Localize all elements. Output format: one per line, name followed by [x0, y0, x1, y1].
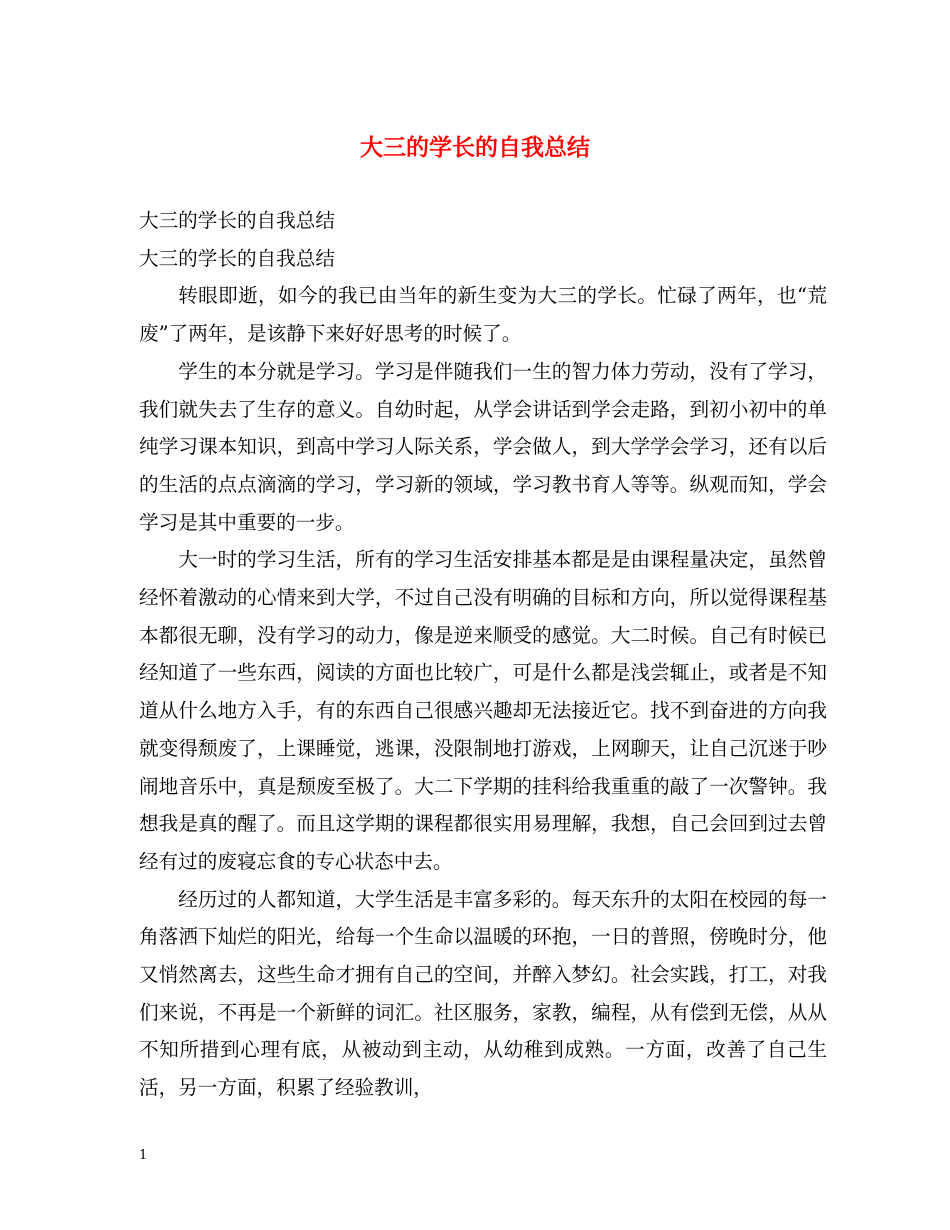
document-body [139, 202, 827, 1107]
paragraph: 学生的本分就是学习。学习是伴随我们一生的智力体力劳动，没有了学习，我们就失去了生存的意义。自幼时起，从学会讲话到学会走路，到初小初中的单纯学习课本知识，到高中学习人际关系，学会做人，到大学学会学习，还有以后的生活的点点滴滴的学习，学习新的领域，学习教书育人等等。纵观而知，学会学习是其中重要的一步。 [139, 359, 827, 534]
paragraph: 经历过的人都知道，大学生活是丰富多彩的。每天东升的太阳在校园的每一角落洒下灿烂的阳光，给每一个生命以温暖的环抱，一日的普照，傍晚时分，他又悄然离去，这些生命才拥有自己的空间，并醉入梦幻。社会实践，打工，对我们来说，不再是一个新鲜的词汇。社区服务，家教，编程，从有偿到无偿，从从不知所措到心理有底，从被动到主动，从幼稚到成熟。一方面，改善了自己生活，另一方面，积累了经验教训， [139, 887, 827, 1100]
document-title: 大三的学长的自我总结 [360, 135, 590, 161]
page-number: 1 [139, 1148, 148, 1163]
paragraph: 转眼即逝，如今的我已由当年的新生变为大三的学长。忙碌了两年，也“荒废”了两年，是该静下来好好思考的时候了。 [139, 284, 827, 346]
subtitle-line: 大三的学长的自我总结 [139, 246, 335, 270]
paragraph: 大一时的学习生活，所有的学习生活安排基本都是是由课程量决定，虽然曾经怀着激动的心情来到大学，不过自己没有明确的目标和方向，所以觉得课程基本都很无聊，没有学习的动力，像是逆来顺受的感觉。大二时候。自己有时候已经知道了一些东西，阅读的方面也比较广，可是什么都是浅尝辄止，或者是不知道从什么地方入手，有的东西自己很感兴趣却无法接近它。找不到奋进的方向我就变得颓废了，上课睡觉，逃课，没限制地打游戏，上网聊天，让自己沉迷于吵闹地音乐中，真是颓废至极了。大二下学期的挂科给我重重的敲了一次警钟。我想我是真的醒了。而且这学期的课程都很实用易理解，我想，自己会回到过去曾经有过的废寝忘食的专心状态中去。 [139, 548, 827, 873]
subtitle-line: 大三的学长的自我总结 [139, 209, 335, 232]
